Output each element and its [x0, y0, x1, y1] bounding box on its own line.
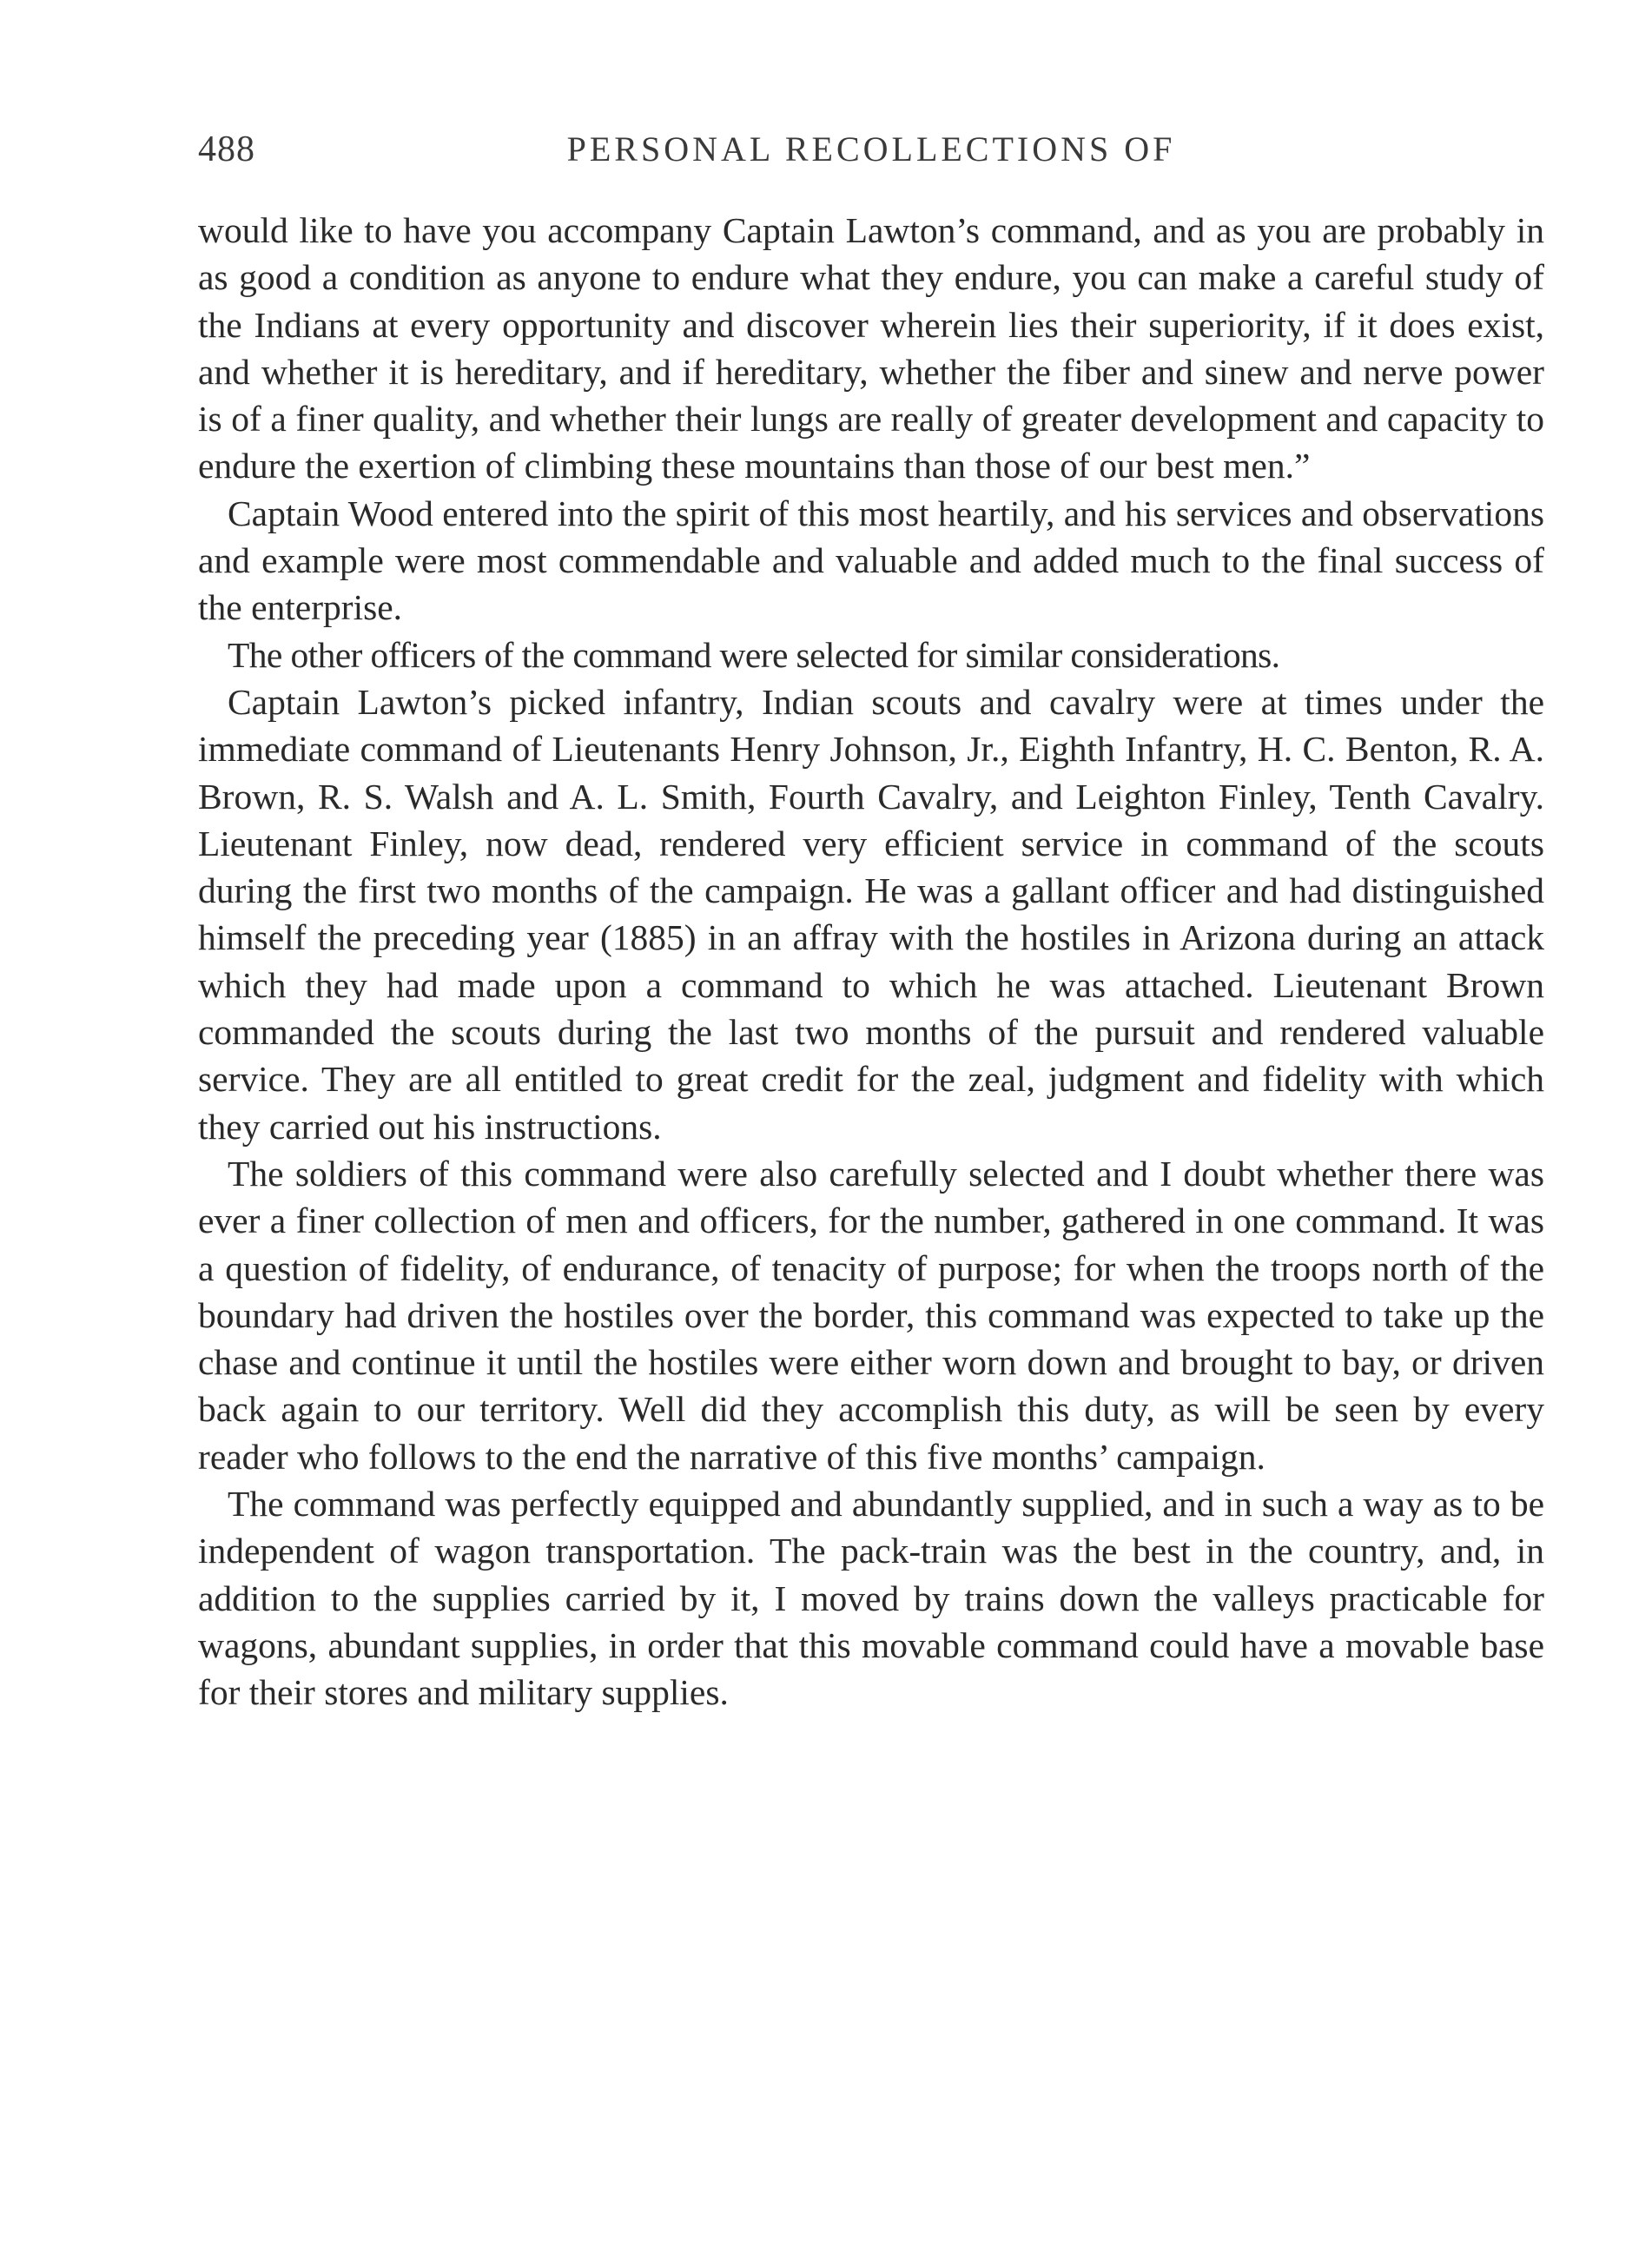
paragraph: The soldiers of this command were also carefully selected and I doubt whether there was ever a finer collection of men and officers, for the number, gathered in one command. It was a question of fidelity, of endurance, of tenacity of purpose; for when the troops north of the boundary had driven the hostiles over the border, this command was expected to take up the chase and continue it until the hostiles were either worn down and brought to bay, or driven back again to our territory. Well did they accomplish this duty, as will be seen by every reader who follows to the end the narrative of this five months’ campaign.	[198, 1153, 1544, 1477]
paragraph: The other officers of the command were selected for similar considerations.	[228, 634, 1280, 675]
running-head	[198, 129, 1544, 181]
paragraph: Captain Lawton’s picked infantry, Indian scouts and cavalry were at times under the immediate command of Lieutenants Henry Johnson, Jr., Eighth Infantry, H. C. Benton, R. A. Brown, R. S. Walsh and A. L. Smith, Fourth Cavalry, and Leighton Finley, Tenth Cavalry. Lieutenant Finley, now dead, rendered very efficient service in command of the scouts during the first two months of the campaign. He was a gallant officer and had distinguished himself the preceding year (1885) in an affray with the hostiles in Arizona during an attack which they had made upon a command to which he was attached. Lieutenant Brown commanded the scouts during the last two months of the pursuit and rendered valuable service. They are all entitled to great credit for the zeal, judgment and fidelity with which they carried out his instructions.	[198, 681, 1544, 1147]
paragraph-continued: would like to have you accompany Captain Lawton’s command, and as you are probably in as good a condition as anyone to endure what they endure, you can make a careful study of the Indians at every opportunity and discover wherein lies their superiority, if it does exist, and whether it is hereditary, and if hereditary, whether the fiber and sinew and nerve power is of a finer quality, and whether their lungs are really of greater development and capacity to endure the exertion of climbing these mountains than those of our best men.”	[198, 210, 1544, 486]
paragraph: Captain Wood entered into the spirit of this most heartily, and his services and observations and example were most commendable and valuable and added much to the final success of the enterprise.	[198, 493, 1544, 628]
running-title: PERSONAL RECOLLECTIONS OF	[566, 129, 1176, 169]
paragraph: The command was perfectly equipped and abundantly supplied, and in such a way as to be independent of wagon transportation. The pack-train was the best in the country, and, in addition to the supplies carried by it, I moved by trains down the valleys practicable for wagons, abundant supplies, in order that this movable command could have a movable base for their stores and military supplies.	[198, 1484, 1544, 1713]
page-number: 488	[198, 129, 255, 169]
body-text	[198, 207, 1544, 1716]
